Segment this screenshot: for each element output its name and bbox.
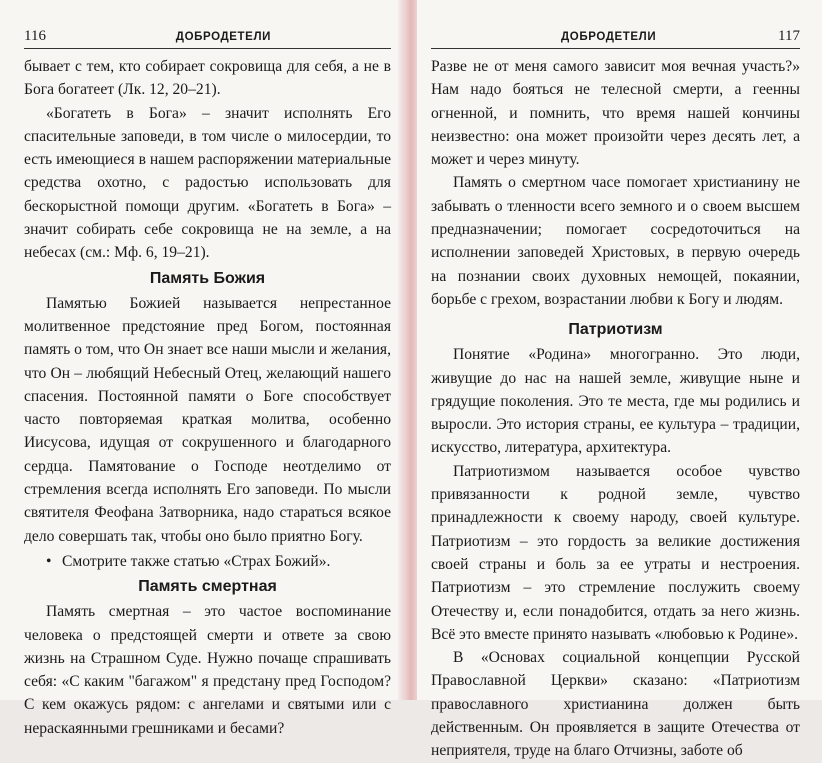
left-paragraph-2: «Богатеть в Бога» – значит исполнять Его спасительные заповеди, в том числе о милосердии, то есть имеющиеся в нашем распоряжении материальные средства охотно, с радостью использовать для бескорыстной помощи другим. «Богатеть в Бога» – значит собирать себе сокровища не на земле, а на небесах (см.: Мф. 6, 19–21). [24, 104, 391, 262]
heading-death-memory: Память смертная [138, 578, 277, 596]
right-page-header [431, 28, 800, 49]
left-page [0, 0, 405, 737]
god-memory-paragraph: Памятью Божией называется непрестанное молитвенное предстояние пред Богом, постоянная память о том, что Он знает все наши мысли и желания, что Он – любящий Небесный Отец, желающий нашего спасения. Постоянной памяти о Боге способствует часто повторяемая краткая молитва, особенно Иисусова, идущая от сокрушенного и благодарного сердца. Памятование о Господе неотделимо от стремления всегда исполнять Его заповеди. По мысли святителя Феофана Затворника, надо стараться всякое дело совершать так, чтобы оно было приятно Богу. [24, 294, 391, 545]
heading-god-memory: Память Божия [149, 269, 266, 287]
heading-patriotism: Патриотизм [568, 321, 663, 339]
patriotism-paragraph-2: Патриотизмом называется особое чувство привязанности к родной земле, чувство принадлежности к своему народу, своей культуре. Патриотизм – это гордость за великие достижения своей страны и боль за ее утраты и нестроения. Патриотизм – это стремление послужить своему Отечеству и, если понадобится, отдать за него жизнь. Всё это вместе принято называть «любовью к Родине». [431, 462, 800, 643]
patriotism-paragraph-1: Понятие «Родина» многогранно. Это люди, живущие до нас на нашей земле, живущие ныне и грядущие поколения. Это те места, где мы родились и выросли. Это история страны, ее культура – традиции, искусство, литература, архитектура. [431, 346, 800, 457]
left-paragraph-1: бывает с тем, кто собирает сокровища для себя, а не в Бога богатеет (Лк. 12, 20–21). [24, 58, 391, 99]
bullet-dot-icon: • [46, 552, 52, 570]
right-page [417, 0, 822, 760]
see-also-text: Смотрите также статью «Страх Божий». [62, 552, 331, 570]
right-paragraph-1: Разве не от меня самого зависит моя вечная участь?» Нам надо бояться не телесной смерти, а геенны огненной, и помнить, что время нашей кончины неизвестно: она может произойти через десять лет, а может и через минуту. [431, 58, 800, 169]
right-page-number: 117 [778, 28, 800, 44]
patriotism-paragraph-3: В «Основах социальной концепции Русской Православной Церкви» сказано: «Патриотизм православного христианина должен быть действенным. Он проявляется в защите Отечества от неприятеля, труде на благо Отчизны, заботе об [431, 649, 800, 760]
left-page-number: 116 [24, 28, 46, 44]
left-running-title: ДОБРОДЕТЕЛИ [175, 31, 271, 43]
death-memory-paragraph: Память смертная – это частое воспоминание человека о предстоящей смерти и ответе за свою жизнь на Страшном Суде. Нужно почаще спрашивать себя: «С каким "багажом" я предстану пред Господом? С кем окажусь рядом: с ангелами и святыми или с нераскаянными грешниками и бесами? [24, 603, 391, 737]
right-paragraph-2: Память о смертном часе помогает христианину не забывать о тленности всего земного и о своем высшем предназначении; помогает сосредоточиться на исполнении заповедей Христовых, в первую очередь на познании своих духовных немощей, покаянии, борьбе с грехом, возрастании любви к Богу и людям. [431, 174, 800, 308]
right-running-title: ДОБРОДЕТЕЛИ [561, 31, 657, 43]
see-also-bullet [24, 550, 391, 573]
left-page-header [24, 28, 391, 49]
